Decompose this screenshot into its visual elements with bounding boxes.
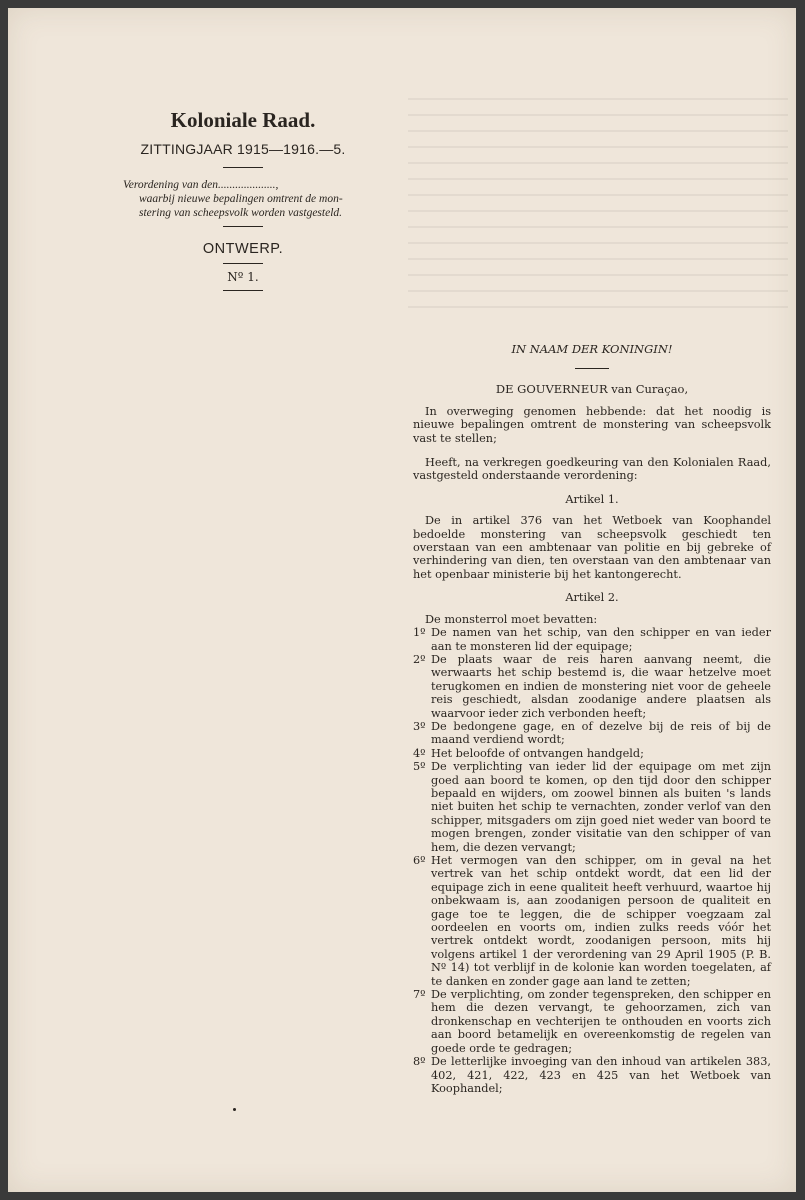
list-item-number: 8º	[413, 1055, 426, 1069]
list-item-text: De bedongene gage, en of dezelve bij de reis of bij de maand verdiend wordt;	[431, 719, 771, 747]
article-2-intro: De monsterrol moet bevatten:	[425, 612, 598, 626]
document-header	[113, 108, 373, 291]
list-item-number: 2º	[413, 652, 426, 666]
ordinance-line: waarbij nieuwe bepalingen omtrent de mon-	[139, 193, 343, 205]
draft-label: ONTWERP.	[202, 241, 284, 257]
council-title: Koloniale Raad.	[170, 108, 316, 132]
list-item-text: Het vermogen van den schipper, om in geval na het vertrek van het schip ontdekt wordt, dat een lid der equipage zich in eene qualiteit heeft verhuurd, waartoe hij onbekwaam is, aan zoodanigen persoon de qualiteit en gage toe te leggen, die de schipper voegzaam zal oordeelen en voorts om, indien zulks reeds vóór het vertrek ontdekt wordt, zoodanigen persoon, mits hij volgens artikel 1 der verordening van 29 April 1905 (P. B. Nº 14) tot verblijf in de kolonie kan worden toegelaten, af te danken en zonder gage aan land te zetten;	[431, 854, 771, 988]
list-item-text: De verplichting, om zonder tegenspreken, den schipper en hem die dezen vervangt, te gehoorzamen, zich van dronkenschap en vechterijen te onthouden en voorts zich aan boord betamelijk en overeenkomstig de regelen van goede orde te gedragen;	[431, 988, 771, 1055]
governor-heading: DE GOUVERNEUR van Curaçao,	[495, 382, 689, 397]
list-item-number: 7º	[413, 988, 426, 1002]
list-item-number: 3º	[413, 719, 426, 733]
article-2-heading: Artikel 2.	[565, 591, 619, 605]
ordinance-description	[123, 178, 365, 220]
list-item-number: 4º	[413, 746, 426, 760]
list-item-text: De namen van het schip, van den schipper en van ieder aan te monsteren lid der equipage;	[431, 626, 771, 653]
ordinance-divider	[223, 226, 263, 227]
invocation-divider	[575, 368, 609, 369]
invocation: IN NAAM DER KONINGIN!	[511, 342, 673, 356]
document-number: Nº 1.	[227, 270, 259, 284]
article-2-list	[413, 626, 771, 1095]
ink-speck	[233, 1108, 236, 1111]
header-divider	[223, 167, 263, 168]
list-item-text: De letterlijke invoeging van den inhoud van artikelen 383, 402, 421, 422, 423 en 425 van het Wetboek van Koophandel;	[431, 1055, 771, 1095]
list-item	[413, 626, 771, 653]
list-item-text: Het beloofde of ontvangen handgeld;	[431, 746, 644, 760]
article-1-text: De in artikel 376 van het Wetboek van Koophandel bedoelde monstering van scheepsvolk geschiedt ten overstaan van een ambtenaar van politie en bij gebreke of verhindering van dien, ten overstaan van den ambtenaar van het openbaar ministerie bij het kantongerecht.	[413, 514, 771, 581]
list-item-text: De verplichting van ieder lid der equipage om met zijn goed aan boord te komen, op den tijd door den schipper bepaald en wijders, om zoowel binnen als buiten 's lands niet buiten het schip te vernachten, zonder verlof van den schipper, mitsgaders om zijn goed niet weder van boord te mogen brengen, zonder visitatie van den schipper of van hem, die dezen vervangt;	[431, 760, 771, 854]
list-item	[413, 652, 771, 720]
session-year: ZITTINGJAAR 1915—1916.—5.	[140, 141, 346, 157]
draft-divider	[223, 263, 263, 264]
list-item	[413, 746, 771, 760]
list-item	[413, 854, 771, 988]
ordinance-line: stering van scheepsvolk worden vastgesteld.	[139, 207, 343, 219]
list-item	[413, 988, 771, 1055]
bleed-through-texture	[408, 98, 788, 318]
ordinance-line: Verordening van den....................,	[123, 179, 279, 191]
enacted-paragraph: Heeft, na verkregen goedkeuring van den Kolonialen Raad, vastgesteld onderstaande verordening:	[413, 456, 771, 483]
list-item	[413, 1055, 771, 1095]
list-item-number: 5º	[413, 760, 426, 774]
list-item-number: 6º	[413, 854, 426, 867]
considering-paragraph: In overweging genomen hebbende: dat het noodig is nieuwe bepalingen omtrent de monstering van scheepsvolk vast te stellen;	[413, 404, 771, 445]
document-body	[413, 343, 771, 1095]
list-item	[413, 760, 771, 854]
document-page	[8, 8, 796, 1192]
number-divider	[223, 290, 263, 291]
list-item-text: De plaats waar de reis haren aanvang neemt, die werwaarts het schip bestemd is, die waar hetzelve moet terugkomen en indien de monstering niet voor de geheele reis geschiedt, alsdan zoodanige andere plaatsen als waarvoor ieder zich verbonden heeft;	[431, 652, 771, 720]
list-item-number: 1º	[413, 626, 426, 640]
list-item	[413, 719, 771, 747]
article-1-heading: Artikel 1.	[565, 492, 619, 506]
